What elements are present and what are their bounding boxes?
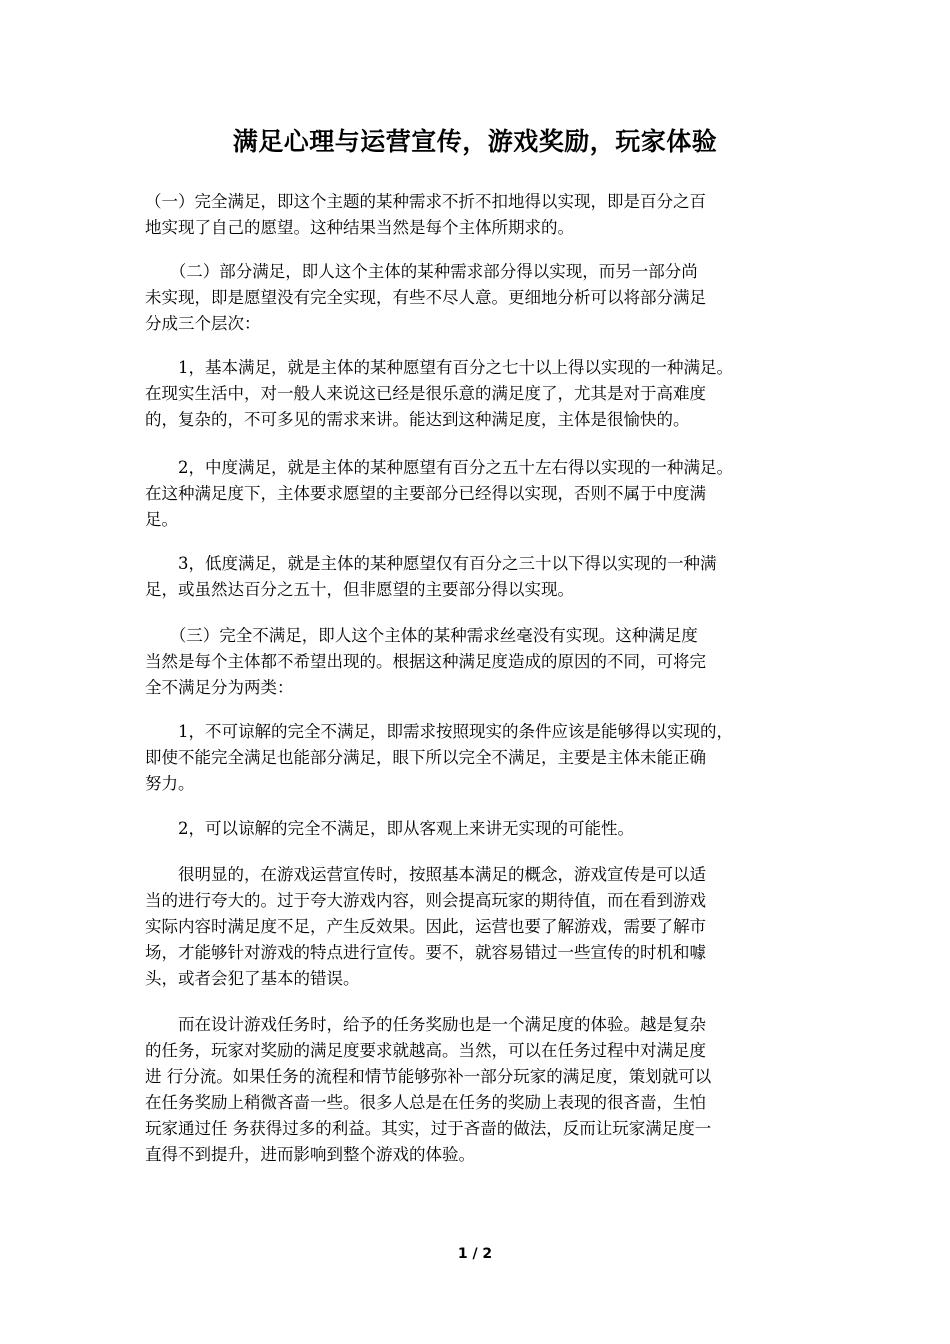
text-line: 很明显的，在游戏运营宣传时，按照基本满足的概念，游戏宣传是可以适	[145, 865, 706, 884]
paragraph-1	[145, 189, 835, 241]
text-line: 1，基本满足，就是主体的某种愿望有百分之七十以上得以实现的一种满足。	[145, 358, 733, 377]
text-line: 2，可以谅解的完全不满足，即从客观上来讲无实现的可能性。	[145, 819, 634, 838]
paragraph-3	[145, 355, 835, 433]
text-line: 努力。	[145, 774, 195, 793]
text-line: 头，或者会犯了基本的错误。	[145, 969, 360, 988]
paragraph-2	[145, 259, 835, 337]
paragraph-7	[145, 719, 835, 797]
text-line: 1，不可谅解的完全不满足，即需求按照现实的条件应该是能够得以实现的，	[145, 722, 733, 741]
text-line: 实际内容时满足度不足，产生反效果。因此，运营也要了解游戏，需要了解市	[145, 917, 706, 936]
text-line: 足，或虽然达百分之五十，但非愿望的主要部分得以实现。	[145, 580, 574, 599]
text-line: 而在设计游戏任务时，给予的任务奖励也是一个满足度的体验。越是复杂	[145, 1015, 706, 1034]
text-line: 当的进行夸大的。过于夸大游戏内容，则会提高玩家的期待值，而在看到游戏	[145, 891, 706, 910]
text-line: 直得不到提升，进而影响到整个游戏的体验。	[145, 1145, 475, 1164]
text-line: 在这种满足度下，主体要求愿望的主要部分已经得以实现，否则不属于中度满	[145, 484, 706, 503]
paragraph-6	[145, 623, 835, 701]
text-line: 的，复杂的，不可多见的需求来讲。能达到这种满足度，主体是很愉快的。	[145, 410, 690, 429]
paragraph-10	[145, 1012, 835, 1168]
text-line: 2，中度满足，就是主体的某种愿望有百分之五十左右得以实现的一种满足。	[145, 458, 733, 477]
text-line: 全不满足分为两类：	[145, 678, 294, 697]
text-line: 未实现，即是愿望没有完全实现，有些不尽人意。更细地分析可以将部分满足	[145, 288, 706, 307]
paragraph-8	[145, 816, 835, 842]
text-line: 分成三个层次：	[145, 314, 261, 333]
page-number: 1 / 2	[457, 1246, 493, 1262]
paragraph-9	[145, 862, 835, 992]
text-line: 在现实生活中，对一般人来说这已经是很乐意的满足度了，尤其是对于高难度	[145, 384, 706, 403]
paragraph-4	[145, 455, 835, 533]
text-line: 场，才能够针对游戏的特点进行宣传。要不，就容易错过一些宣传的时机和噱	[145, 943, 706, 962]
document-title: 满足心理与运营宣传，游戏奖励，玩家体验	[232, 127, 718, 156]
text-line: 在任务奖励上稍微吝啬一些。很多人总是在任务的奖励上表现的很吝啬，生怕	[145, 1093, 706, 1112]
paragraph-5	[145, 551, 835, 603]
text-line: 进 行分流。如果任务的流程和情节能够弥补一部分玩家的满足度，策划就可以	[145, 1067, 712, 1086]
text-line: （一）完全满足，即这个主题的某种需求不折不扣地得以实现，即是百分之百	[145, 192, 706, 211]
text-line: （三）完全不满足，即人这个主体的某种需求丝毫没有实现。这种满足度	[145, 626, 698, 645]
text-line: （二）部分满足，即人这个主体的某种需求部分得以实现，而另一部分尚	[145, 262, 698, 281]
text-line: 足。	[145, 510, 178, 529]
text-line: 的任务，玩家对奖励的满足度要求就越高。当然，可以在任务过程中对满足度	[145, 1041, 706, 1060]
text-line: 即使不能完全满足也能部分满足，眼下所以完全不满足，主要是主体未能正确	[145, 748, 706, 767]
text-line: 玩家通过任 务获得过多的利益。其实，过于吝啬的做法，反而让玩家满足度一	[145, 1119, 712, 1138]
text-line: 3，低度满足，就是主体的某种愿望仅有百分之三十以下得以实现的一种满	[145, 554, 717, 573]
text-line: 当然是每个主体都不希望出现的。根据这种满足度造成的原因的不同，可将完	[145, 652, 706, 671]
text-line: 地实现了自己的愿望。这种结果当然是每个主体所期求的。	[145, 218, 574, 237]
